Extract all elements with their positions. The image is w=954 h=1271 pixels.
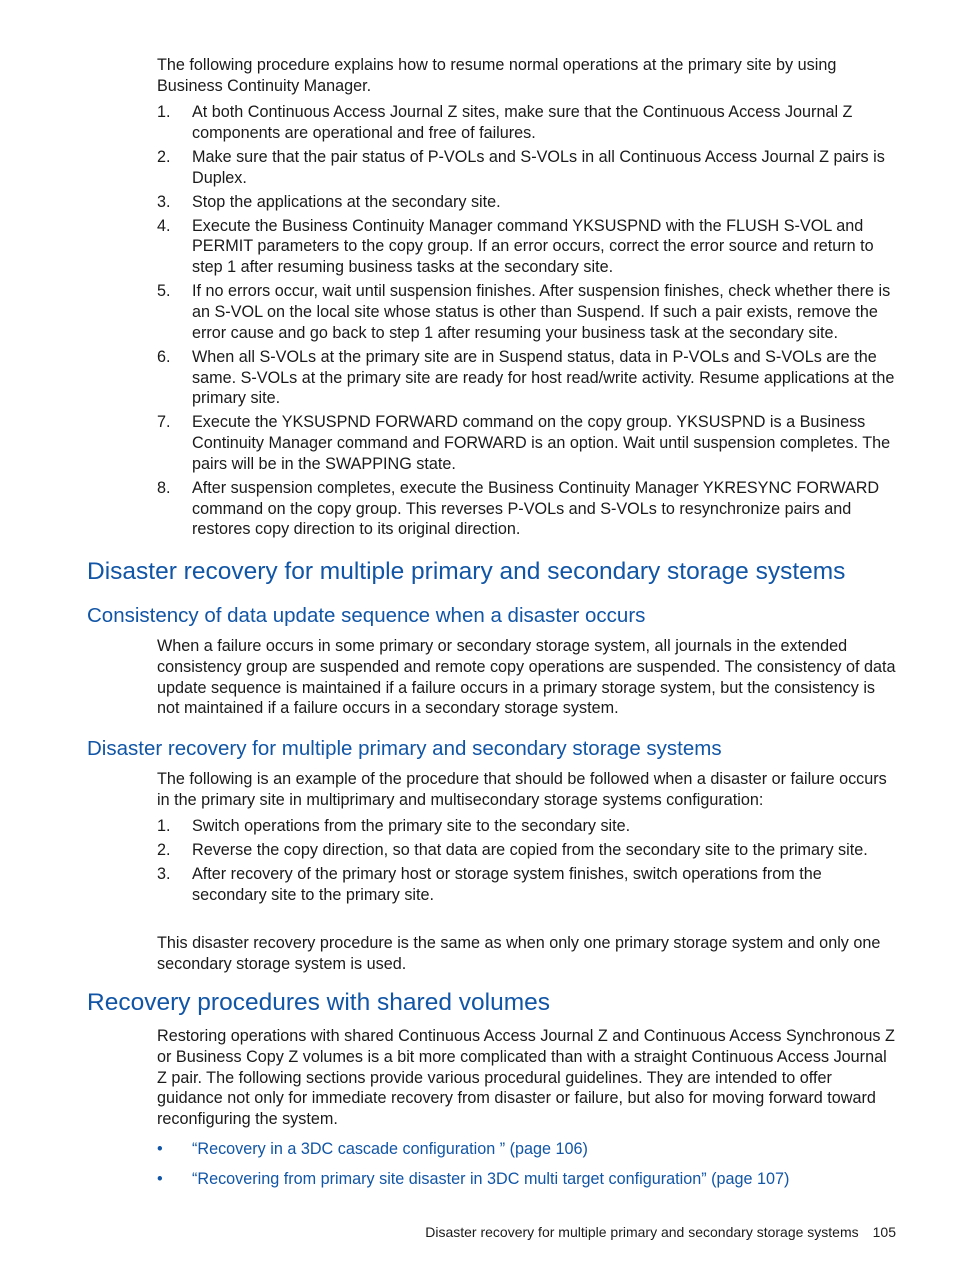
- step-text: Make sure that the pair status of P-VOLs and S-VOLs in all Continuous Access Journal Z pairs is Duplex.: [192, 147, 885, 187]
- link-text[interactable]: “Recovery in a 3DC cascade configuration ” (page 106): [192, 1140, 588, 1158]
- related-links-list: [157, 1139, 899, 1199]
- step-text: After suspension completes, execute the Business Continuity Manager YKRESYNC FORWARD command on the copy group. This reverses P-VOLs and S-VOLs to resynchronize pairs and restores copy direction to its original direction.: [192, 478, 880, 539]
- step-text: Execute the Business Continuity Manager command YKSUSPND with the FLUSH S-VOL and PERMIT parameters to the copy group. If an error occurs, correct the error source and return to step 1 after resuming business tasks at the secondary site.: [192, 216, 874, 277]
- step-text: Stop the applications at the secondary site.: [192, 192, 501, 211]
- list-item: [157, 478, 899, 540]
- page-footer: [300, 1222, 896, 1242]
- closing-paragraph: This disaster recovery procedure is the same as when only one primary storage system and only one secondary storage system is used.: [157, 934, 881, 973]
- list-item: [157, 347, 899, 409]
- list-item: [157, 102, 899, 144]
- section-heading-disaster-recovery: Disaster recovery for multiple primary and secondary storage systems: [87, 558, 846, 585]
- list-item: [157, 281, 899, 343]
- bullet-icon: •: [157, 1140, 163, 1158]
- subsection-heading-disaster-recovery: Disaster recovery for multiple primary and secondary storage systems: [87, 737, 722, 760]
- list-item: [157, 216, 899, 278]
- step-text: Reverse the copy direction, so that data are copied from the secondary site to the primary site.: [192, 840, 868, 859]
- step-number: 4.: [157, 216, 171, 235]
- step-number: 1.: [157, 103, 171, 121]
- consistency-paragraph: When a failure occurs in some primary or secondary storage system, all journals in the extended consistency group are suspended and remote copy operations are suspended. The consistency of data update sequence is maintained if a failure occurs in a primary storage system, but the consistency is not maintained if a failure occurs in a secondary storage system.: [157, 637, 896, 718]
- disaster-recovery-steps: [157, 816, 899, 909]
- list-item: [157, 412, 899, 474]
- step-text: After recovery of the primary host or storage system finishes, switch operations from the secondary site to the primary site.: [192, 864, 822, 904]
- section-heading-shared-volumes: Recovery procedures with shared volumes: [87, 989, 550, 1016]
- shared-volumes-paragraph: Restoring operations with shared Continuous Access Journal Z and Continuous Access Synchronous Z or Business Copy Z volumes is a bit more complicated than with a straight Continuous Access Journal Z pair. The following sections provide various procedural guidelines. They are intended to offer guidance not only for immediate recovery from disaster or failure, but also for moving forward toward reconfiguring the system.: [157, 1027, 895, 1129]
- link-text[interactable]: “Recovering from primary site disaster in 3DC multi target configuration” (page 107): [192, 1169, 790, 1188]
- step-text: If no errors occur, wait until suspension finishes. After suspension finishes, check whether there is an S-VOL on the local site whose status is other than Suspend. If such a pair exists, remove the error cause and go back to step 1 after resuming your business task at the secondary site.: [192, 282, 891, 342]
- list-item: [157, 816, 899, 837]
- disaster-recovery-paragraph: The following is an example of the procedure that should be followed when a disaster or failure occurs in the primary site in multiprimary and multisecondary storage systems configuration:: [157, 770, 887, 809]
- step-text: At both Continuous Access Journal Z sites, make sure that the Continuous Access Journal Z components are operational and free of failures.: [192, 103, 853, 142]
- step-number: 2.: [157, 147, 171, 166]
- link-recovering-3dc-multi-target[interactable]: [157, 1169, 899, 1190]
- step-number: 6.: [157, 347, 171, 366]
- intro-paragraph: The following procedure explains how to resume normal operations at the primary site by using Business Continuity Manager.: [157, 56, 837, 95]
- step-text: Execute the YKSUSPND FORWARD command on the copy group. YKSUSPND is a Business Continuity Manager command and FORWARD is an option. Wait until suspension completes. The pairs will be in the SWAPPING state.: [192, 413, 891, 473]
- step-text: When all S-VOLs at the primary site are in Suspend status, data in P-VOLs and S-VOLs are the same. S-VOLs at the primary site are ready for host read/write activity. Resume applications at the primary site.: [192, 347, 895, 408]
- list-item: [157, 840, 899, 861]
- step-number: 8.: [157, 478, 171, 497]
- step-number: 7.: [157, 413, 171, 432]
- subsection-heading-consistency: Consistency of data update sequence when a disaster occurs: [87, 604, 646, 627]
- bullet-icon: •: [157, 1169, 163, 1188]
- step-text: Switch operations from the primary site to the secondary site.: [192, 817, 631, 835]
- step-number: 1.: [157, 817, 171, 835]
- link-recovery-3dc-cascade[interactable]: [157, 1139, 899, 1160]
- step-number: 3.: [157, 192, 171, 211]
- step-number: 5.: [157, 282, 171, 301]
- list-item: [157, 192, 899, 213]
- page-number: 105: [872, 1224, 896, 1240]
- list-item: [157, 864, 899, 906]
- list-item: [157, 147, 899, 189]
- step-number: 3.: [157, 864, 171, 883]
- resume-procedure-steps: [157, 102, 899, 543]
- footer-title: Disaster recovery for multiple primary and secondary storage systems: [425, 1224, 859, 1240]
- step-number: 2.: [157, 840, 171, 859]
